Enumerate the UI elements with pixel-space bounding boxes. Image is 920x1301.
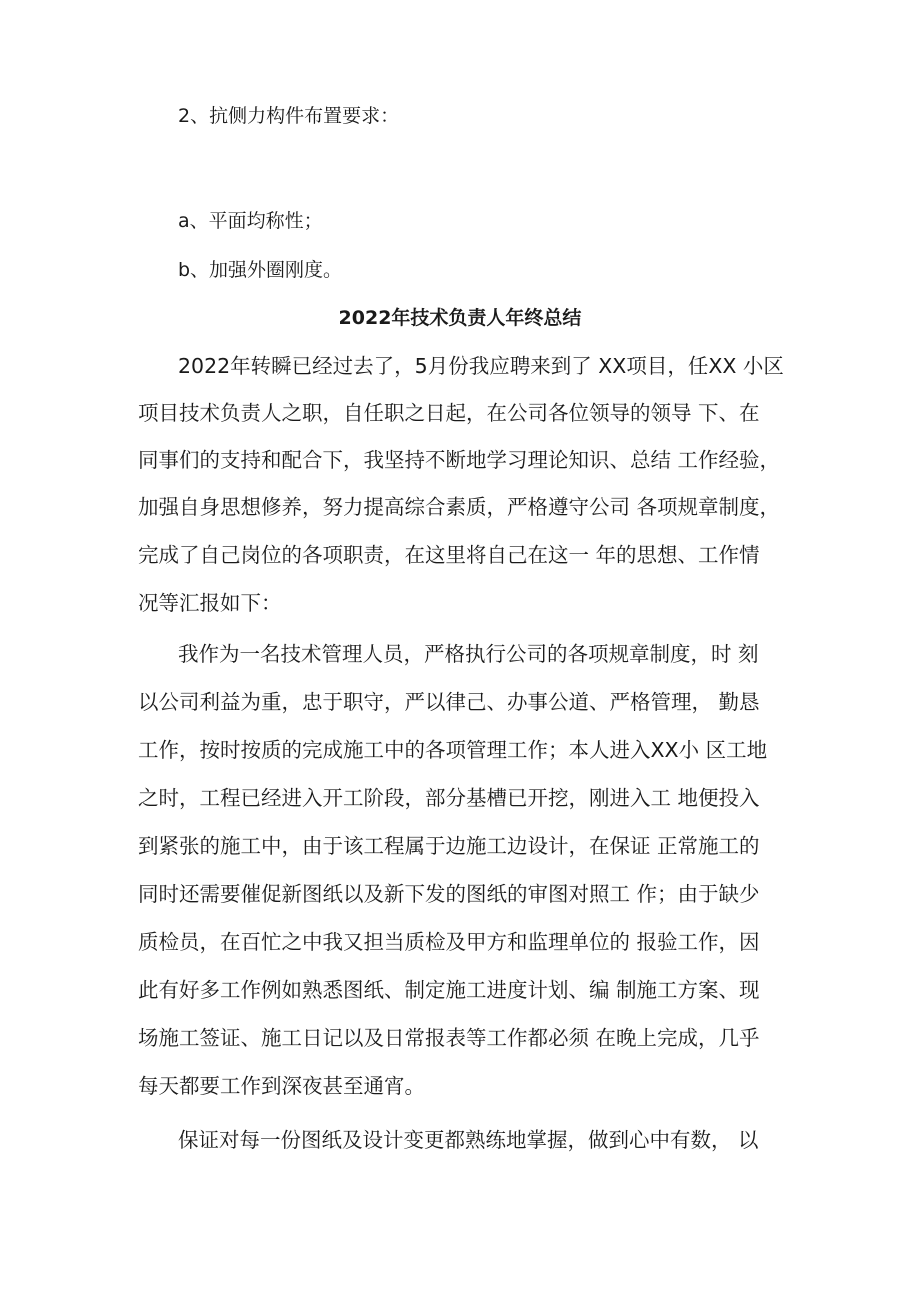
list-item-lateral-force: 2、抗侧力构件布置要求： — [178, 105, 400, 127]
paragraph-2-line: 同时还需要催促新图纸以及新下发的图纸的审图对照工 作；由于缺少 — [138, 882, 760, 906]
paragraph-2-line: 每天都要工作到深夜甚至通宵。 — [138, 1074, 425, 1098]
paragraph-1-line: 项目技术负责人之职，自任职之日起，在公司各位领导的领导 下、在 — [138, 401, 760, 425]
paragraph-2-line: 此有好多工作例如熟悉图纸、制定施工进度计划、编 制施工方案、现 — [138, 978, 760, 1002]
paragraph-1-line: 完成了自己岗位的各项职责，在这里将自己在这一 年的思想、工作情 — [138, 543, 760, 567]
list-item-perimeter-stiffness: b、加强外圈刚度。 — [178, 259, 343, 281]
paragraph-2-line: 质检员，在百忙之中我又担当质检及甲方和监理单位的 报验工作，因 — [138, 930, 760, 954]
paragraph-1-line: 况等汇报如下： — [138, 591, 282, 615]
paragraph-1-line: 同事们的支持和配合下，我坚持不断地学习理论知识、总结 工作经验， — [138, 448, 781, 472]
paragraph-2-line: 工作，按时按质的完成施工中的各项管理工作；本人进入XX小 区工地 — [138, 738, 768, 762]
paragraph-2-line: 我作为一名技术管理人员，严格执行公司的各项规章制度，时 刻 — [178, 642, 759, 666]
paragraph-3-line: 保证对每一份图纸及设计变更都熟练地掌握，做到心中有数， 以 — [178, 1128, 759, 1152]
paragraph-2-line: 场施工签证、施工日记以及日常报表等工作都必须 在晚上完成，几乎 — [138, 1026, 760, 1050]
paragraph-1-line: 2022年转瞬已经过去了，5月份我应聘来到了 XX项目，任XX 小区 — [178, 354, 784, 378]
paragraph-2-line: 之时，工程已经进入开工阶段，部分基槽已开挖，刚进入工 地便投入 — [138, 786, 760, 810]
paragraph-1-line: 加强自身思想修养，努力提高综合素质，严格遵守公司 各项规章制度， — [138, 495, 781, 519]
paragraph-2-line: 到紧张的施工中，由于该工程属于边施工边设计，在保证 正常施工的 — [138, 834, 760, 858]
list-item-symmetry: a、平面均称性； — [178, 210, 323, 232]
document-title: 2022年技术负责人年终总结 — [338, 307, 582, 329]
paragraph-2-line: 以公司利益为重，忠于职守，严以律己、办事公道、严格管理， 勤恳 — [138, 690, 760, 714]
